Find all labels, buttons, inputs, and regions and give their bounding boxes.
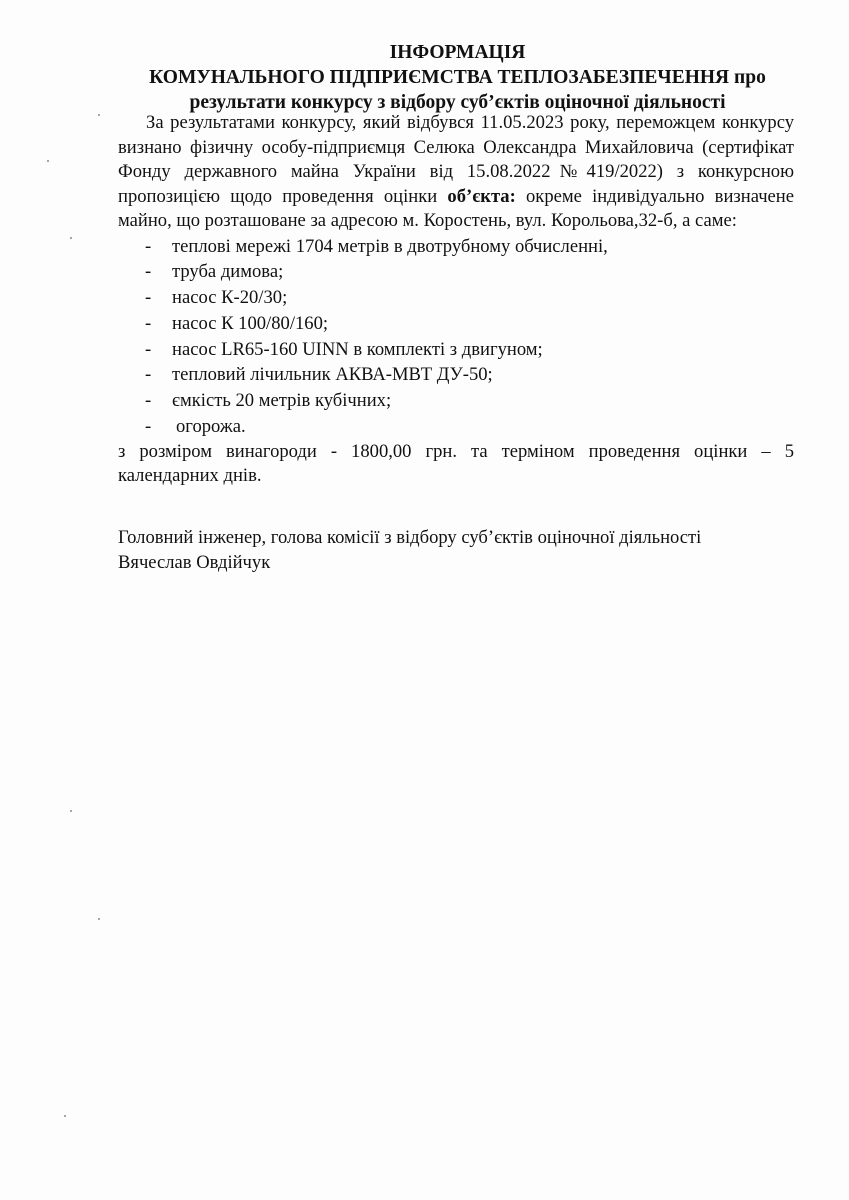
list-item xyxy=(118,337,794,363)
list-item-text: огорожа. xyxy=(176,416,246,438)
intro-text-end: окреме індивідуально визначене майно, що розташоване за адресою м. Коростень, вул. Корольова,32-б, а саме: xyxy=(118,185,795,231)
intro-bold-term: об’єкта: xyxy=(447,185,516,207)
intro-text-start: За результатами конкурсу, який відбувся 11.05.2023 року, переможцем конкурсу визнано фізичну особу-підприємця Селюка Олександра Михайловича (сертифікат Фонду державного майна України від 15.08.2022№419/2022) з конкурсною пропозицією щодо проведення оцінки xyxy=(118,112,794,207)
list-item xyxy=(118,311,794,337)
title-line-1: ІНФОРМАЦІЯ xyxy=(389,42,526,63)
list-item-text: насос К 100/80/160; xyxy=(172,312,329,334)
signatory-position: Головний інженер, голова комісії з відбору суб’єктів оціночної діяльності xyxy=(118,527,702,548)
list-dash: - xyxy=(145,235,152,257)
list-dash: - xyxy=(145,364,152,386)
list-item-text: труба димова; xyxy=(172,261,284,283)
signature-block xyxy=(118,526,701,575)
list-item xyxy=(118,414,794,440)
document-title xyxy=(60,40,849,115)
title-line-2: КОМУНАЛЬНОГО ПІДПРИЄМСТВА ТЕПЛОЗАБЕЗПЕЧЕННЯ про xyxy=(149,67,766,88)
document-body xyxy=(118,111,794,489)
list-dash: - xyxy=(145,390,152,412)
list-item-text: тепловий лічильник АКВА-МВТ ДУ-50; xyxy=(172,364,493,386)
list-dash: - xyxy=(145,261,152,283)
list-dash: - xyxy=(145,287,152,309)
list-dash: - xyxy=(145,338,152,360)
list-item-text: теплові мережі 1704 метрів в двотрубному обчисленні, xyxy=(172,235,608,257)
list-item-text: насос К-20/30; xyxy=(172,287,288,309)
property-list xyxy=(118,234,794,440)
list-item xyxy=(118,362,794,388)
list-item xyxy=(118,285,794,311)
list-item xyxy=(118,259,794,285)
list-dash: - xyxy=(145,312,152,334)
list-item-text: насос LR65-160 UINN в комплекті з двигуном; xyxy=(172,338,543,360)
intro-paragraph xyxy=(118,111,794,234)
list-item xyxy=(118,234,794,260)
closing-paragraph: з розміром винагороди - 1800,00 грн. та терміном проведення оцінки – 5 календарних днів. xyxy=(118,440,794,487)
list-dash: - xyxy=(145,416,152,438)
title-line-3: результати конкурсу з відбору суб’єктів оціночної діяльності xyxy=(189,92,726,113)
signatory-name: Вячеслав Овдійчук xyxy=(118,551,271,573)
list-item-text: ємкість 20 метрів кубічних; xyxy=(172,390,392,412)
list-item xyxy=(118,388,794,414)
